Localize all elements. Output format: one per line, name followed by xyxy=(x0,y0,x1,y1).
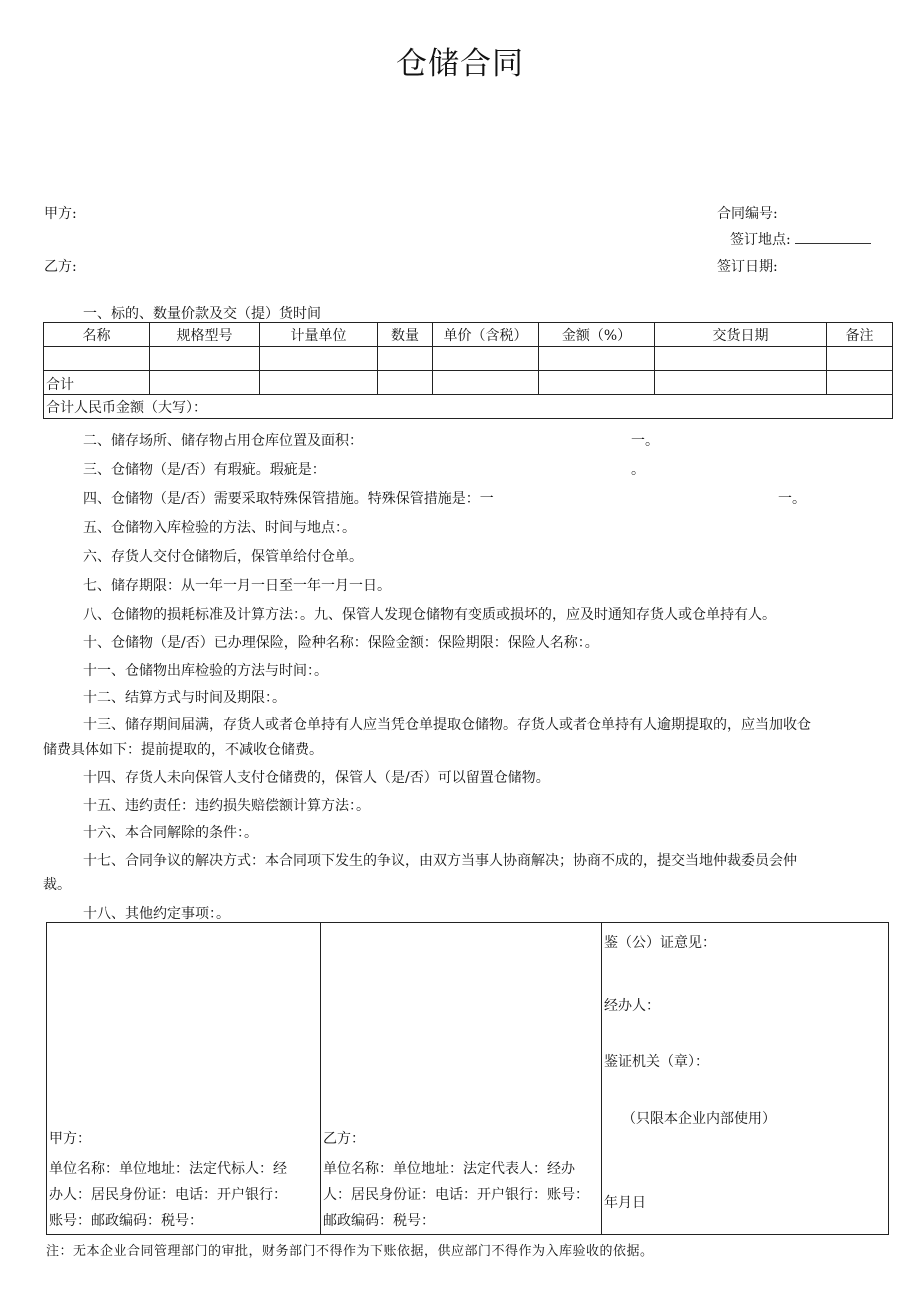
verify-date: 年月日 xyxy=(604,1195,646,1211)
party-a-title: 甲方： xyxy=(49,1131,91,1147)
goods-header-row xyxy=(44,323,893,347)
clause-6: 六、存货人交付仓储物后，保管单给付仓单。 xyxy=(83,549,363,565)
total-label: 合计 xyxy=(44,371,150,395)
rmb-total-label: 合计人民币金额（大写）： xyxy=(44,395,893,419)
verify-cell xyxy=(602,923,889,1235)
clause-11: 十一、仓储物出库检验的方法与时间：。 xyxy=(83,663,328,679)
party-b-cell xyxy=(321,923,602,1235)
footnote: 注：无本企业合同管理部门的审批，财务部门不得作为下账依据，供应部门不得作为入库验收的依据。 xyxy=(46,1244,654,1259)
sign-place-blank xyxy=(795,231,871,244)
col-header: 计量单位 xyxy=(260,323,378,347)
clause-5: 五、仓储物入库检验的方法、时间与地点：。 xyxy=(83,520,356,536)
table-row xyxy=(44,347,893,371)
clause-13-line1: 十三、储存期间届满，存货人或者仓单持有人应当凭仓单提取仓储物。存货人或者仓单持有人逾期提取的，应当加收仓 xyxy=(83,717,811,733)
party-b-label: 乙方: xyxy=(44,259,77,275)
clause-10: 十、仓储物（是/否）已办理保险，险种名称：保险金额：保险期限：保险人名称：。 xyxy=(83,635,599,651)
verify-handler: 经办人： xyxy=(604,998,660,1014)
table-cell xyxy=(655,371,827,395)
clause-18: 十八、其他约定事项：。 xyxy=(83,906,230,922)
col-header: 金额（%） xyxy=(539,323,655,347)
table-cell xyxy=(433,371,539,395)
sign-place-label: 签订地点: xyxy=(730,232,791,248)
col-header: 交货日期 xyxy=(655,323,827,347)
party-b-line2: 人：居民身份证：电话：开户银行：账号： xyxy=(323,1187,589,1203)
table-cell xyxy=(44,347,150,371)
table-cell xyxy=(378,347,433,371)
party-a-line3: 账号：邮政编码：税号： xyxy=(49,1213,203,1229)
col-header: 单价（含税） xyxy=(433,323,539,347)
contract-no-label: 合同编号: xyxy=(717,206,778,222)
party-a-label: 甲方: xyxy=(44,206,77,222)
sign-place-field xyxy=(730,229,871,249)
party-b-line1: 单位名称：单位地址：法定代表人：经办 xyxy=(323,1161,575,1177)
total-row xyxy=(44,371,893,395)
table-cell xyxy=(827,371,893,395)
clause-17-line1: 十七、合同争议的解决方式：本合同项下发生的争议，由双方当事人协商解决；协商不成的，提交当地仲裁委员会仲 xyxy=(83,853,797,869)
section1-title: 一、标的、数量价款及交（提）货时间 xyxy=(83,306,321,322)
clause-15: 十五、违约责任：违约损失赔偿额计算方法：。 xyxy=(83,798,370,814)
table-cell xyxy=(260,371,378,395)
clause-17-line2: 裁。 xyxy=(43,877,71,893)
party-a-line1: 单位名称：单位地址：法定代标人：经 xyxy=(49,1161,287,1177)
signature-table xyxy=(46,922,889,1235)
table-cell xyxy=(433,347,539,371)
col-header: 名称 xyxy=(44,323,150,347)
clause-2: 二、储存场所、储存物占用仓库位置及面积： xyxy=(83,433,363,449)
col-header: 数量 xyxy=(378,323,433,347)
clause-4-end: 一。 xyxy=(778,491,806,507)
party-a-line2: 办人：居民身份证：电话：开户银行： xyxy=(49,1187,287,1203)
clause-12: 十二、结算方式与时间及期限：。 xyxy=(83,690,286,706)
col-header: 规格型号 xyxy=(150,323,260,347)
verify-authority: 鉴证机关（章）： xyxy=(604,1054,709,1070)
table-cell xyxy=(539,347,655,371)
verify-opinion: 鉴（公）证意见： xyxy=(604,935,716,951)
sign-date-label: 签订日期: xyxy=(717,259,778,275)
party-a-cell xyxy=(47,923,321,1235)
table-cell xyxy=(150,347,260,371)
table-cell xyxy=(260,347,378,371)
clause-8-9: 八、仓储物的损耗标准及计算方法：。九、保管人发现仓储物有变质或损坏的，应及时通知存货人或仓单持有人。 xyxy=(83,607,776,623)
party-b-title: 乙方： xyxy=(323,1131,365,1147)
clause-2-end: 一。 xyxy=(631,433,659,449)
page-title: 仓储合同 xyxy=(396,46,524,82)
clause-13-line2: 储费具体如下：提前提取的，不减收仓储费。 xyxy=(43,742,323,758)
clause-3: 三、仓储物（是/否）有瑕疵。瑕疵是： xyxy=(83,462,326,478)
clause-7: 七、储存期限：从一年一月一日至一年一月一日。 xyxy=(83,578,391,594)
table-cell xyxy=(150,371,260,395)
clause-3-end: 。 xyxy=(631,462,645,478)
verify-internal-use: （只限本企业内部使用） xyxy=(622,1111,776,1127)
rmb-total-row xyxy=(44,395,893,419)
table-cell xyxy=(827,347,893,371)
party-b-line3: 邮政编码：税号： xyxy=(323,1213,435,1229)
clause-14: 十四、存货人未向保管人支付仓储费的，保管人（是/否）可以留置仓储物。 xyxy=(83,770,550,786)
table-cell xyxy=(378,371,433,395)
col-header: 备注 xyxy=(827,323,893,347)
goods-table xyxy=(43,322,893,419)
clause-16: 十六、本合同解除的条件：。 xyxy=(83,825,258,841)
clause-4: 四、仓储物（是/否）需要采取特殊保管措施。特殊保管措施是：一 xyxy=(83,491,494,507)
table-cell xyxy=(539,371,655,395)
table-cell xyxy=(655,347,827,371)
